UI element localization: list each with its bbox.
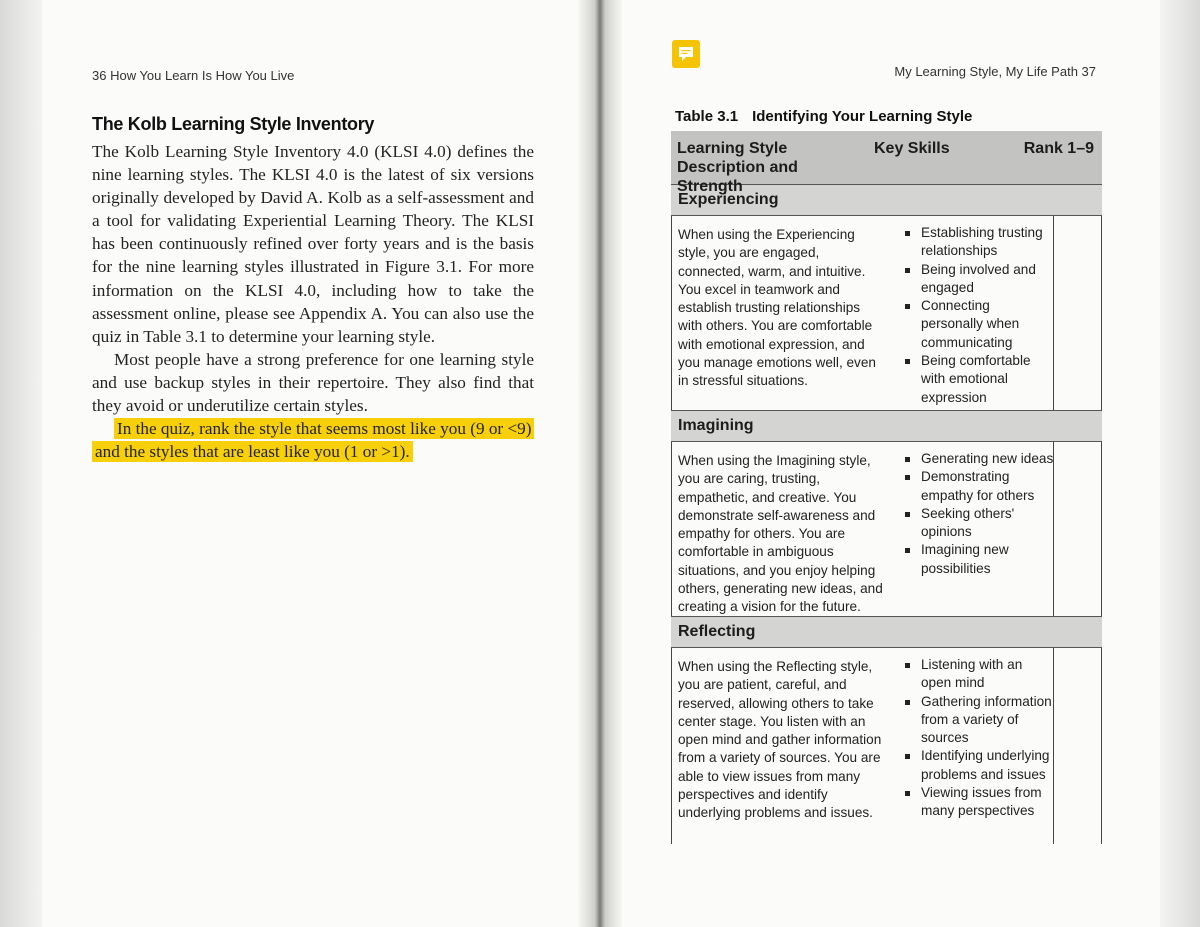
key-skills-list [904, 224, 1054, 407]
skill-item: Identifying underlying problems and issues [904, 747, 1054, 784]
section-heading: The Kolb Learning Style Inventory [92, 114, 375, 134]
right-page-edge [1160, 0, 1200, 927]
paragraph-2: Most people have a strong preference for one learning style and use backup styles in their repertoire. They also find that they avoid or underutilize certain styles. [92, 349, 534, 416]
section-reflecting: Reflecting [671, 616, 1102, 648]
skill-item: Demonstrating empathy for others [904, 468, 1054, 505]
skill-item: Gathering information from a variety of sources [904, 693, 1054, 748]
rank-column-divider [1053, 442, 1054, 616]
table-number: Table 3.1 [675, 108, 739, 125]
comment-note-icon[interactable] [672, 40, 700, 68]
skill-item: Imagining new possibilities [904, 541, 1054, 578]
header-rank: Rank 1–9 [1023, 140, 1094, 157]
highlight-annotation[interactable]: In the quiz, rank the style that seems most like you (9 or <9) and the styles that are least like you (1 or >1). [92, 418, 534, 462]
skill-item: Being involved and engaged [904, 261, 1054, 298]
section-imagining: Imagining [671, 410, 1102, 442]
skill-item: Viewing issues from many perspectives [904, 784, 1054, 821]
section-body [671, 648, 1102, 844]
skill-item: Seeking others' opinions [904, 505, 1054, 542]
skill-item: Being comfortable with emotional expression [904, 352, 1054, 407]
left-page-edge [0, 0, 42, 927]
rank-column-divider [1053, 648, 1054, 844]
table-title: Identifying Your Learning Style [752, 108, 973, 125]
left-running-head: 36 How You Learn Is How You Live [92, 68, 295, 83]
style-description: When using the Reflecting style, you are patient, careful, and reserved, allowing others to take center stage. You listen with an open mind and gather information from a variety of sources. You are able to view issues from many perspectives and identify underlying problems and issues. [678, 659, 882, 821]
right-running-head: My Learning Style, My Life Path 37 [894, 64, 1096, 79]
paragraph-1: The Kolb Learning Style Inventory 4.0 (KLSI 4.0) defines the nine learning styles. The KLSI 4.0 is the latest of six versions originally developed by David A. Kolb as a self-assessment and a tool for validating Experiential Learning Theory. The KLSI has been continuously refined over forty years and is the basis for the nine learning styles illustrated in Figure 3.1. For more information on the KLSI 4.0, including how to take the assessment online, please see Appendix A. You can also use the quiz in Table 3.1 to determine your learning style. [92, 142, 534, 346]
learning-style-table [671, 131, 1102, 844]
rank-column-divider [1053, 216, 1054, 410]
skill-item: Connecting personally when communicating [904, 297, 1054, 352]
table-caption [675, 108, 972, 125]
left-body-text [92, 140, 534, 463]
key-skills-list [904, 656, 1054, 821]
style-description: When using the Experiencing style, you are engaged, connected, warm, and intuitive. You excel in teamwork and establish trusting relationships with others. You are comfortable with emotional expression, and you manage emotions well, even in stressful situations. [678, 227, 876, 389]
section-body [671, 442, 1102, 616]
style-description: When using the Imagining style, you are caring, trusting, empathetic, and creative. You demonstrate self-awareness and empathy for others. You are comfortable in ambiguous situations, and you enjoy helping others, generating new ideas, and creating a vision for the future. [678, 453, 883, 615]
section-body [671, 216, 1102, 410]
skill-item: Generating new ideas [904, 450, 1054, 468]
key-skills-list [904, 450, 1054, 578]
skill-item: Listening with an open mind [904, 656, 1054, 693]
skill-item: Establishing trusting relationships [904, 224, 1054, 261]
section-experiencing: Experiencing [671, 184, 1102, 216]
header-skills: Key Skills [874, 140, 950, 157]
book-gutter [578, 0, 622, 927]
highlighted-paragraph [92, 417, 534, 463]
table-header [671, 131, 1102, 195]
header-description: Learning Style Description and Strength [677, 140, 798, 195]
